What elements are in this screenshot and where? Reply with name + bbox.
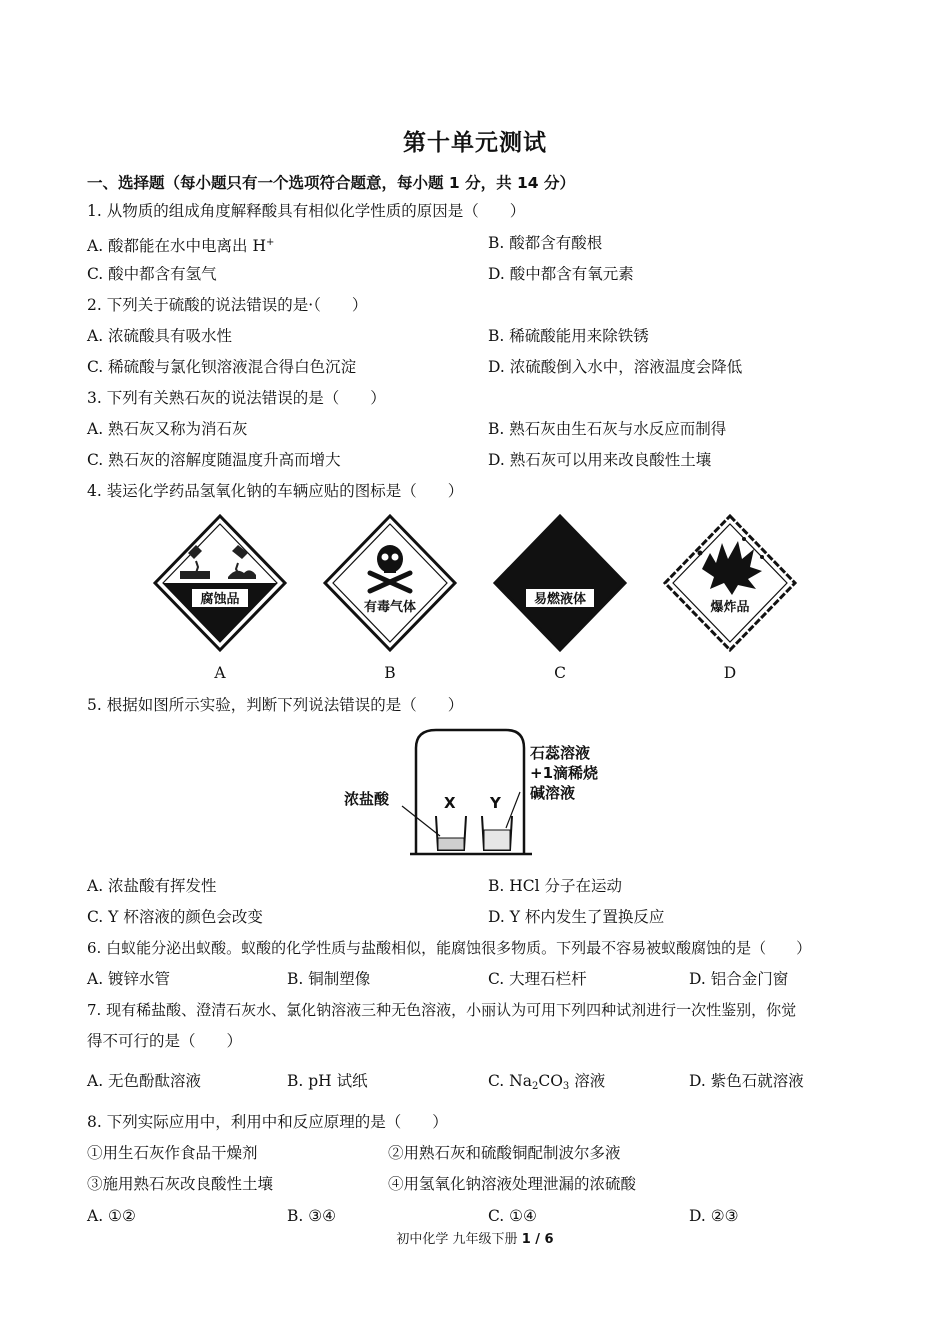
toxic-gas-sign-text: 有毒气体 bbox=[363, 600, 417, 615]
q7-option-c-suffix: 溶液 bbox=[569, 1072, 606, 1090]
question-7-stem-line-1: 7. 现有稀盐酸、澄清石灰水、氯化钠溶液三种无色溶液，小丽认为可用下列四种试剂进行一次性鉴别，你觉 bbox=[87, 1001, 797, 1019]
question-1-stem: 1. 从物质的组成角度解释酸具有相似化学性质的原因是（ ） bbox=[87, 202, 526, 220]
q7-option-c-sub-2: 3 bbox=[562, 1081, 570, 1092]
question-8-stem: 8. 下列实际应用中，利用中和反应原理的是（ ） bbox=[87, 1113, 448, 1131]
question-3-stem: 3. 下列有关熟石灰的说法错误的是（ ） bbox=[87, 389, 386, 407]
q8-option-d: D. ②③ bbox=[689, 1207, 739, 1225]
q2-option-c: C. 稀硫酸与氯化钡溶液混合得白色沉淀 bbox=[87, 358, 357, 376]
q1-option-c: C. 酸中都含有氢气 bbox=[87, 265, 217, 283]
figure-x-label: X bbox=[444, 794, 456, 812]
figure-left-label: 浓盐酸 bbox=[344, 790, 390, 808]
q8-option-a: A. ①② bbox=[87, 1207, 136, 1225]
sign-label-b: B bbox=[384, 664, 396, 682]
q7-option-c bbox=[488, 1071, 605, 1097]
q8-option-c: C. ①④ bbox=[488, 1207, 537, 1225]
toxic-gas-sign bbox=[322, 513, 458, 653]
q7-option-b: B. pH 试纸 bbox=[287, 1072, 368, 1090]
page-title: 第十单元测试 bbox=[403, 130, 547, 156]
q1-option-b: B. 酸都含有酸根 bbox=[488, 234, 603, 252]
q6-option-b: B. 铜制塑像 bbox=[287, 970, 371, 988]
q2-option-a: A. 浓硫酸具有吸水性 bbox=[87, 327, 233, 345]
explosive-sign-text: 爆炸品 bbox=[710, 600, 750, 615]
question-5-stem: 5. 根据如图所示实验，判断下列说法错误的是（ ） bbox=[87, 696, 464, 714]
q5-option-d: D. Y 杯内发生了置换反应 bbox=[488, 908, 665, 926]
experiment-figure bbox=[336, 726, 616, 858]
q3-option-c: C. 熟石灰的溶解度随温度升高而增大 bbox=[87, 451, 341, 469]
q1-option-a bbox=[87, 233, 274, 256]
q5-option-a: A. 浓盐酸有挥发性 bbox=[87, 877, 217, 895]
q7-option-d: D. 紫色石就溶液 bbox=[689, 1072, 804, 1090]
question-4-stem: 4. 装运化学药品氢氧化钠的车辆应贴的图标是（ ） bbox=[87, 482, 464, 500]
figure-right-label-1: 石蕊溶液 bbox=[530, 744, 591, 762]
q8-option-b: B. ③④ bbox=[287, 1207, 337, 1225]
q5-option-b: B. HCl 分子在运动 bbox=[488, 877, 623, 895]
sign-label-a: A bbox=[214, 664, 226, 682]
corrosive-sign bbox=[152, 513, 288, 653]
flammable-liquid-sign bbox=[492, 513, 628, 653]
q8-item-3: ③施用熟石灰改良酸性土壤 bbox=[87, 1175, 274, 1193]
q7-option-c-mid: CO bbox=[538, 1072, 563, 1090]
q7-option-c-sub-1: 2 bbox=[531, 1081, 539, 1092]
q3-option-d: D. 熟石灰可以用来改良酸性土壤 bbox=[488, 451, 712, 469]
q6-option-d: D. 铝合金门窗 bbox=[689, 970, 789, 988]
sign-label-d: D bbox=[723, 664, 737, 682]
q8-item-1: ①用生石灰作食品干燥剂 bbox=[87, 1144, 258, 1162]
figure-right-label-3: 碱溶液 bbox=[530, 784, 576, 802]
q1-option-d: D. 酸中都含有氧元素 bbox=[488, 265, 634, 283]
q7-option-a: A. 无色酚酞溶液 bbox=[87, 1072, 202, 1090]
q6-option-a: A. 镀锌水管 bbox=[87, 970, 171, 988]
question-6-stem: 6. 白蚁能分泌出蚁酸。蚁酸的化学性质与盐酸相似，能腐蚀很多物质。下列最不容易被蚁酸腐蚀的是（ ） bbox=[87, 939, 812, 957]
question-7-stem-line-2: 得不可行的是（ ） bbox=[87, 1032, 243, 1050]
q2-option-d: D. 浓硫酸倒入水中，溶液温度会降低 bbox=[488, 358, 743, 376]
q3-option-b: B. 熟石灰由生石灰与水反应而制得 bbox=[488, 420, 727, 438]
q5-option-c: C. Y 杯溶液的颜色会改变 bbox=[87, 908, 263, 926]
q8-item-4: ④用氢氧化钠溶液处理泄漏的浓硫酸 bbox=[388, 1175, 637, 1193]
q3-option-a: A. 熟石灰又称为消石灰 bbox=[87, 420, 248, 438]
q1-option-a-sup: + bbox=[266, 237, 275, 248]
q7-option-c-prefix: C. Na bbox=[488, 1072, 532, 1090]
figure-right-label-2: +1滴稀烧 bbox=[530, 764, 599, 782]
explosive-sign bbox=[662, 513, 798, 653]
q1-option-a-text: A. 酸都能在水中电离出 H bbox=[87, 237, 266, 255]
sign-label-c: C bbox=[554, 664, 566, 682]
question-2-stem: 2. 下列关于硫酸的说法错误的是·（ ） bbox=[87, 296, 368, 314]
q2-option-b: B. 稀硫酸能用来除铁锈 bbox=[488, 327, 649, 345]
flammable-liquid-sign-text: 易燃液体 bbox=[533, 592, 587, 607]
corrosive-sign-text: 腐蚀品 bbox=[200, 592, 240, 607]
page-footer bbox=[0, 1228, 950, 1247]
q6-option-c: C. 大理石栏杆 bbox=[488, 970, 587, 988]
footer-text: 初中化学 九年级下册 bbox=[396, 1232, 522, 1247]
figure-y-label: Y bbox=[490, 794, 501, 812]
q8-item-2: ②用熟石灰和硫酸铜配制波尔多液 bbox=[388, 1144, 621, 1162]
section-heading: 一、选择题（每小题只有一个选项符合题意，每小题 1 分，共 14 分） bbox=[87, 174, 575, 192]
page-number: 1 / 6 bbox=[521, 1232, 554, 1247]
